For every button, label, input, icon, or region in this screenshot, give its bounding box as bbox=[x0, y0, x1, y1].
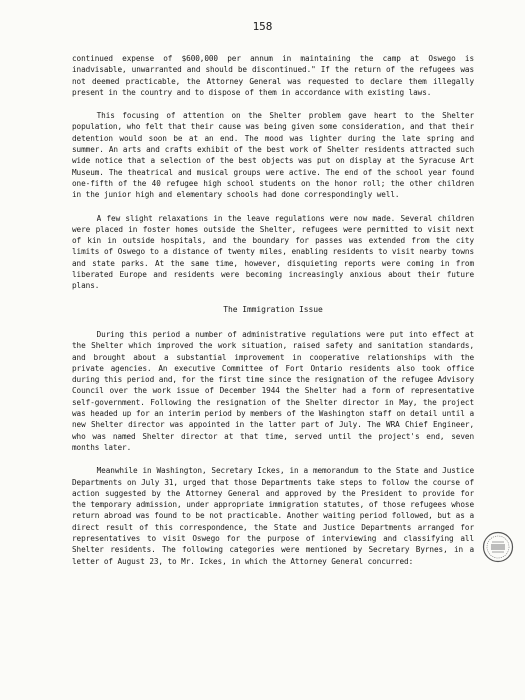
section-heading: The Immigration Issue bbox=[223, 304, 323, 314]
paragraph-5: Meanwhile in Washington, Secretary Ickes, in a memorandum to the State and Justice Departments on July 31, urged that those Departments take steps to follow the course of action suggested by the Attorney General and approved by the President to provide for the temporary admission, under appropriate immigration statutes, of those refugees whose return abroad was found to be not practicable. Another waiting period followed, but as a direct result of this correspondence, the State and Justice Departments arranged for representatives to visit Oswego for the purpose of interviewing and classifying all Shelter residents. The following categories were mentioned by Secretary Byrnes, in a letter of August 23, to Mr. Ickes, in which the Attorney General concurred: bbox=[72, 466, 474, 566]
paragraph-4: During this period a number of administrative regulations were put into effect at the Shelter which improved the work situation, raised safety and sanitation standards, and brought about a substantial improvement in cooperative relationships with the private agencies. An executive Committee of Fort Ontario residents also took office during this period and, for the first time since the resignation of the refugee Advisory Council over the work issue of December 1944 the Shelter had a form of representative self-government. Following the resignation of the Shelter director in May, the project was headed up for an interim period by members of the Washington staff on detail until a new Shelter director was appointed in the latter part of July. The WRA Chief Engineer, who was named Shelter director at that time, served until the project's end, seven months later. bbox=[72, 329, 474, 452]
page-number: 158 bbox=[252, 20, 273, 33]
archive-stamp-icon bbox=[482, 531, 514, 563]
paragraph-1: continued expense of $600,000 per annum in maintaining the camp at Oswego is inadvisable, unwarranted and should be discontinued." If the return of the refugees was not deemed practicable, the Attorney General was requested to declare them illegally present in the country and to dispose of them in accordance with existing laws. bbox=[72, 54, 474, 97]
paragraph-2: This focusing of attention on the Shelter problem gave heart to the Shelter population, who felt that their cause was being given some consideration, and that their detention would soon be at an end. The mood was lighter during the late spring and summer. An arts and crafts exhibit of the best work of Shelter residents attracted such wide notice that a selection of the best objects was put on display at the Syracuse Art Museum. The theatrical and musical groups were active. The end of the school year found one-fifth of the 40 refugee high school students on the honor roll; the other children in the junior high and elementary schools had done correspondingly well. bbox=[72, 111, 474, 200]
body-text bbox=[72, 53, 474, 579]
paragraph-3: A few slight relaxations in the leave regulations were now made. Several children were placed in foster homes outside the Shelter, refugees were permitted to visit next of kin in outside hospitals, and the boundary for passes was extended from the city limits of Oswego to a distance of twenty miles, enabling residents to visit nearby towns and state parks. At the same time, however, disquieting reports were coming in from liberated Europe and residents were becoming increasingly anxious about their future plans. bbox=[72, 213, 474, 291]
